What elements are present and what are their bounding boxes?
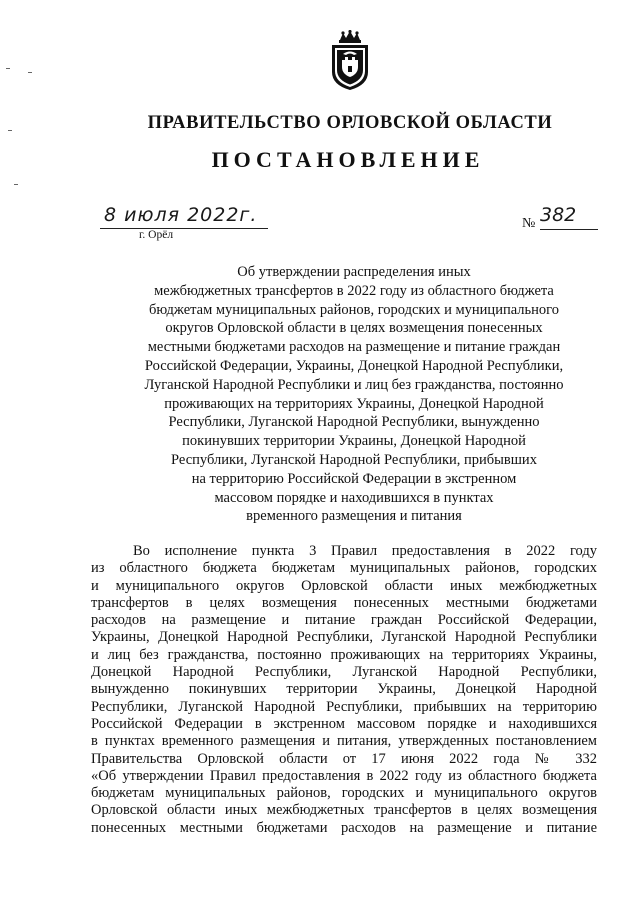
body-line: и лиц без гражданства, постоянно проживающих на территориях Украины, [91,646,597,663]
title-line: Об утверждении распределения иных [237,264,471,280]
title-line: Республики, Луганской Народной Республики, вынужденно [168,414,540,431]
body-line: Российской Федерации в экстренном массовом порядке и находившихся [91,715,597,732]
number-underline [540,229,598,230]
document-body [91,543,597,837]
body-line: из областного бюджета бюджетам муниципальных районов, городских [91,560,597,577]
body-line: Правительства Орловской области от 17 июня 2022 года № 332 [91,750,597,767]
title-line: Российской Федерации, Украины, Донецкой Народной Республики, [144,357,564,374]
date-underline [100,228,268,229]
body-line: «Об утверждении Правил предоставления в 2022 году из областного бюджета [91,767,597,784]
body-line: и муниципального округов Орловской области иных межбюджетных [91,577,597,594]
coat-of-arms-icon [326,30,374,92]
title-line: Луганской Народной Республики и лиц без гражданства, постоянно [144,376,564,393]
handwritten-number: 382 [540,204,577,226]
body-line: Республики, Луганской Народной Республики, прибывших на территорию [91,698,597,715]
document-type: ПОСТАНОВЛЕНИЕ [211,147,485,172]
scan-mark [28,72,32,73]
title-line: проживающих на территориях Украины, Донецкой Народной [164,395,544,412]
body-line: Орловской области иных межбюджетных трансфертов в целях возмещения [91,802,597,819]
title-line: покинувших территории Украины, Донецкой Народной [182,433,526,450]
scan-mark [6,68,10,69]
title-line: местными бюджетами расходов на размещение и питание граждан [147,339,561,356]
title-line: на территорию Российской Федерации в экстренном [191,470,517,487]
handwritten-date: 8 июля 2022г. [104,204,258,226]
body-line: вынужденно покинувших территории Украины, Донецкой Народной [91,681,597,698]
city-label: г. Орёл [139,229,174,241]
title-line: временного размещения и питания [246,508,462,525]
number-sign: № [522,216,536,231]
title-line: массовом порядке и находившихся в пунктах [214,489,494,506]
body-line: расходов на размещение и питание граждан Российской Федерации, [91,612,597,629]
body-line: Во исполнение пункта 3 Правил предоставления в 2022 году [133,543,597,559]
title-line: округов Орловской области в целях возмещения понесенных [165,320,543,337]
body-line: в пунктах временного размещения и питания, утвержденных постановлением [91,733,597,750]
body-line: трансфертов в целях возмещения понесенных местными бюджетами [91,594,597,611]
body-line: понесенных местными бюджетами расходов на размещение и питание [91,819,597,836]
document-title [104,263,604,526]
body-line: Украины, Донецкой Народной Республики, Луганской Народной Республики [91,629,597,646]
organization-name: ПРАВИТЕЛЬСТВО ОРЛОВСКОЙ ОБЛАСТИ [147,113,553,133]
body-line: бюджетам муниципальных районов, городских и муниципального округов [91,785,597,802]
title-line: бюджетам муниципальных районов, городских и муниципального [149,301,559,318]
title-line: межбюджетных трансфертов в 2022 году из областного бюджета [154,282,554,299]
body-line: Донецкой Народной Республики, Луганской Народной Республики, [91,664,597,681]
scan-mark [14,184,18,185]
title-line: Республики, Луганской Народной Республики, прибывших [171,451,537,468]
